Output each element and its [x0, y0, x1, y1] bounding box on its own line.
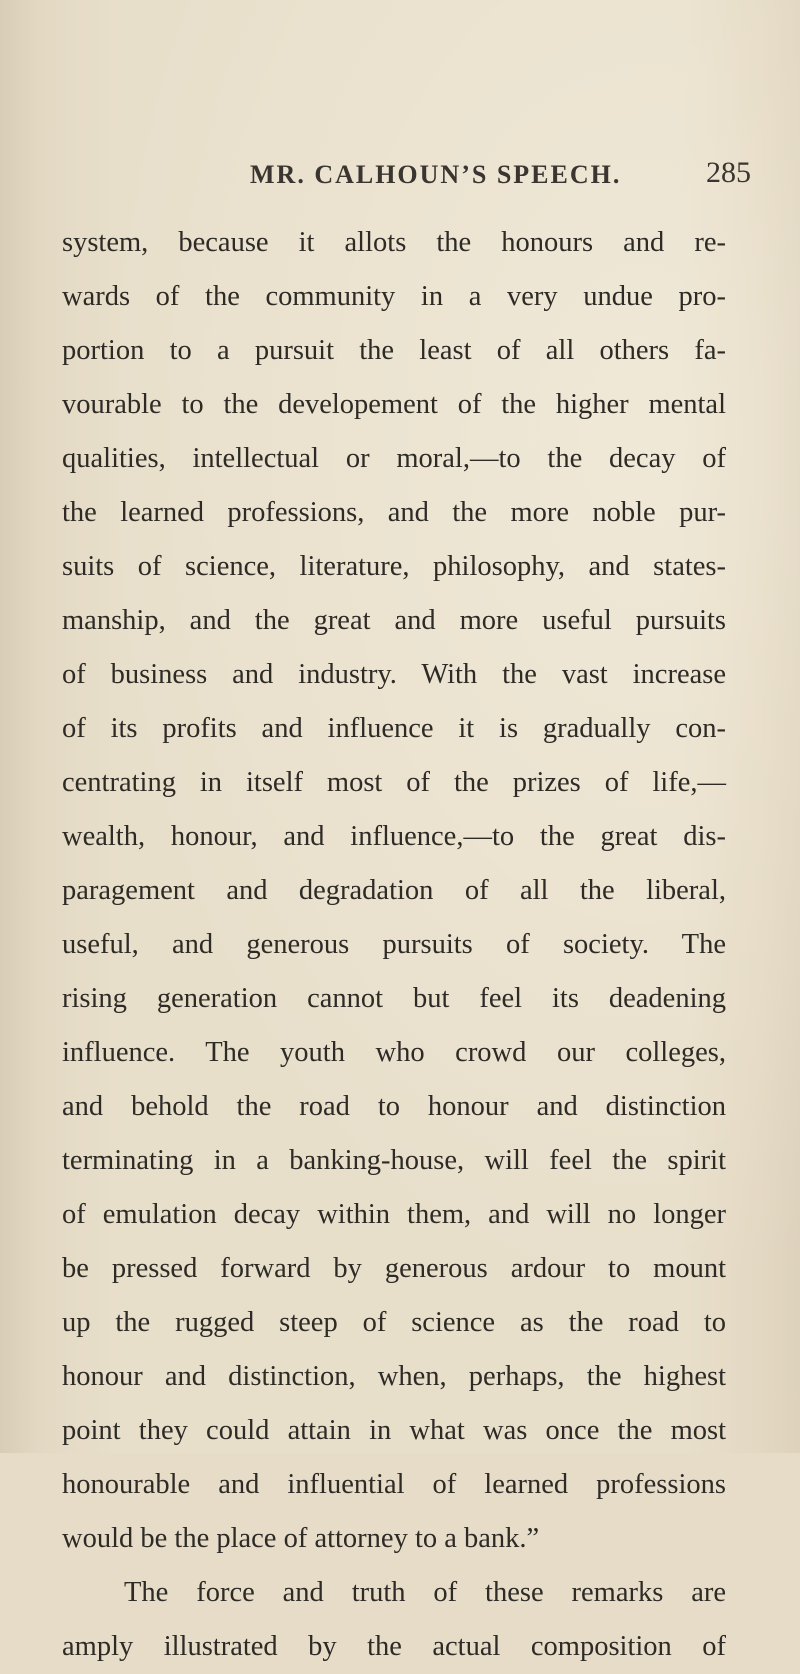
text-line: of emulation decay within them, and will no longer [62, 1199, 726, 1230]
text-line: of its profits and influence it is gradually con- [62, 713, 726, 744]
running-head [0, 156, 800, 200]
text-line: amply illustrated by the actual composition of [62, 1631, 726, 1662]
text-line: honour and distinction, when, perhaps, the highest [62, 1361, 726, 1392]
running-title: MR. CALHOUN’S SPEECH. [250, 160, 622, 189]
text-line: honourable and influential of learned professions [62, 1469, 726, 1500]
text-line: useful, and generous pursuits of society. The [62, 929, 726, 960]
text-line: centrating in itself most of the prizes of life,— [62, 767, 726, 798]
paragraph-start-line: The force and truth of these remarks are [124, 1577, 726, 1608]
text-line: qualities, intellectual or moral,—to the decay of [62, 443, 726, 474]
text-line: paragement and degradation of all the liberal, [62, 875, 726, 906]
page-number: 285 [706, 156, 751, 189]
body-text [62, 216, 726, 1674]
text-line: influence. The youth who crowd our colleges, [62, 1037, 726, 1068]
paragraph-end-line: would be the place of attorney to a bank.” [62, 1523, 540, 1554]
text-line: and behold the road to honour and distinction [62, 1091, 726, 1122]
text-line: rising generation cannot but feel its deadening [62, 983, 726, 1014]
text-line: wards of the community in a very undue pro- [62, 281, 726, 312]
text-line: up the rugged steep of science as the road to [62, 1307, 726, 1338]
text-line: terminating in a banking-house, will feel the spirit [62, 1145, 726, 1176]
text-line: wealth, honour, and influence,—to the great dis- [62, 821, 726, 852]
text-line: system, because it allots the honours and re- [62, 227, 726, 258]
text-line: manship, and the great and more useful pursuits [62, 605, 726, 636]
text-line: be pressed forward by generous ardour to mount [62, 1253, 726, 1284]
text-line: the learned professions, and the more noble pur- [62, 497, 726, 528]
text-line: suits of science, literature, philosophy, and states- [62, 551, 726, 582]
text-line: point they could attain in what was once the most [62, 1415, 726, 1446]
text-line: of business and industry. With the vast increase [62, 659, 726, 690]
text-line: portion to a pursuit the least of all others fa- [62, 335, 726, 366]
text-line: vourable to the developement of the higher mental [62, 389, 726, 420]
